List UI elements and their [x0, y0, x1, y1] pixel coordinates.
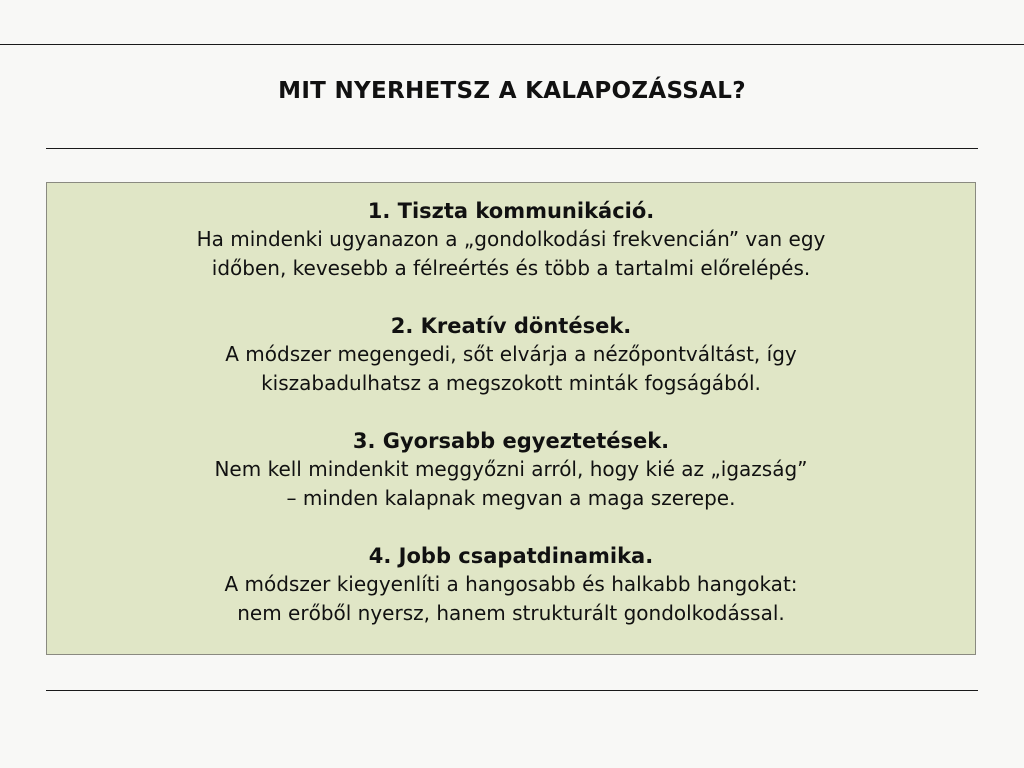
benefit-text-line: nem erőből nyersz, hanem strukturált gondolkodással. [237, 601, 785, 625]
benefit-section-1 [47, 197, 975, 283]
benefit-text-line: – minden kalapnak megvan a maga szerepe. [286, 486, 736, 510]
page-title: MIT NYERHETSZ A KALAPOZÁSSAL? [278, 78, 746, 104]
benefit-text-line: kiszabadulhatsz a megszokott minták fogságából. [261, 371, 761, 395]
top-divider [0, 44, 1024, 45]
benefit-heading: 4. Jobb csapatdinamika. [368, 544, 654, 568]
benefit-text-line: Nem kell mindenkit meggyőzni arról, hogy kié az „igazság” [214, 457, 808, 481]
benefit-heading: 2. Kreatív döntések. [390, 314, 632, 338]
benefit-text-line: Ha mindenki ugyanazon a „gondolkodási frekvencián” van egy [196, 227, 826, 251]
benefit-heading: 3. Gyorsabb egyeztetések. [352, 429, 670, 453]
benefit-text-line: időben, kevesebb a félreértés és több a tartalmi előrelépés. [211, 256, 811, 280]
benefit-section-3 [47, 427, 975, 513]
bottom-divider [46, 690, 978, 691]
benefit-heading: 1. Tiszta kommunikáció. [367, 199, 655, 223]
title-divider [46, 148, 978, 149]
benefit-section-4 [47, 542, 975, 628]
benefit-text-line: A módszer megengedi, sőt elvárja a nézőpontváltást, így [225, 342, 797, 366]
benefits-box [46, 182, 976, 655]
benefit-section-2 [47, 312, 975, 398]
benefit-text-line: A módszer kiegyenlíti a hangosabb és halkabb hangokat: [224, 572, 798, 596]
